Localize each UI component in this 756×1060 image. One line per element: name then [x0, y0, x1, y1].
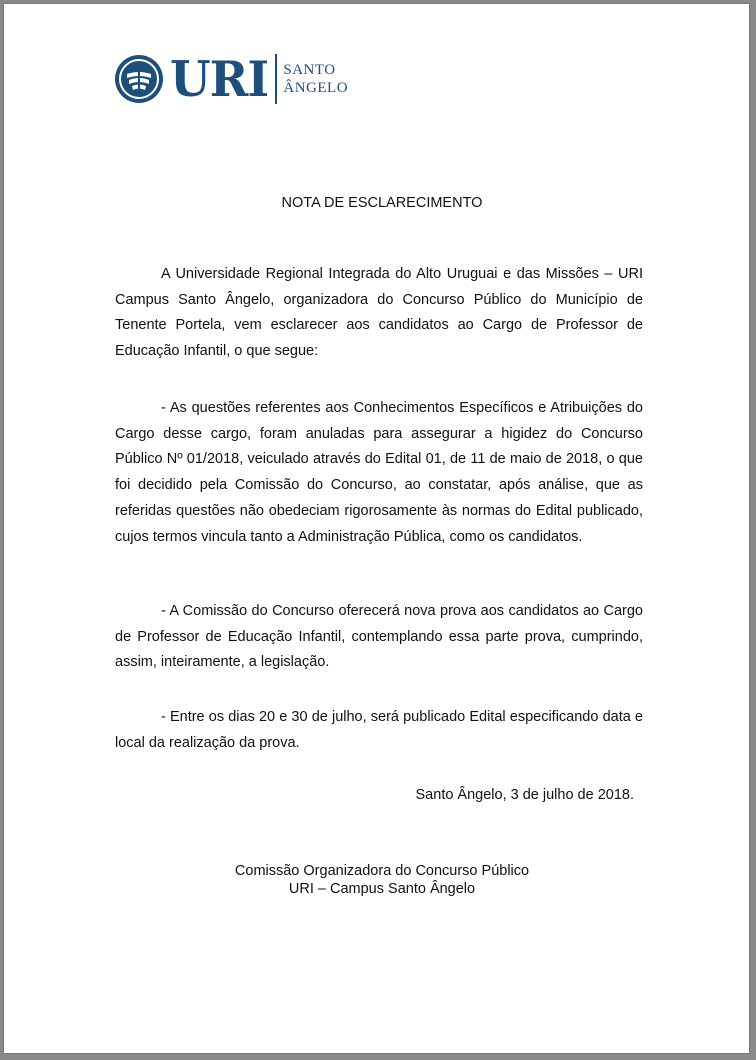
- logo-divider: [275, 54, 277, 104]
- document-title: NOTA DE ESCLARECIMENTO: [281, 195, 483, 211]
- uri-emblem-icon: [114, 54, 164, 104]
- logo-subtitle-line1: SANTO: [283, 62, 336, 78]
- paragraph-new-exam: - A Comissão do Concurso oferecerá nova prova aos candidatos ao Cargo de Professor de Educação Infantil, contemplando essa parte prova, cumprindo, assim, inteiramente, a legislação.: [115, 603, 643, 671]
- paragraph-intro: A Universidade Regional Integrada do Alto Uruguai e das Missões – URI Campus Santo Ângelo, organizadora do Concurso Público do Município de Tenente Portela, vem esclarecer aos candidatos ao Cargo de Professor de Educação Infantil, o que segue:: [115, 266, 643, 360]
- signature-block: [4, 862, 749, 898]
- date-line: Santo Ângelo, 3 de julho de 2018.: [415, 787, 634, 803]
- signature-line-2: URI – Campus Santo Ângelo: [288, 881, 476, 897]
- logo-subtitle: [283, 61, 348, 97]
- logo-subtitle-line2: ÂNGELO: [283, 80, 349, 96]
- document-page: [4, 4, 749, 1053]
- paragraph-schedule: - Entre os dias 20 e 30 de julho, será publicado Edital especificando data e local da realização da prova.: [115, 709, 643, 751]
- uri-logo: [114, 51, 348, 107]
- paragraph-annulment: - As questões referentes aos Conhecimentos Específicos e Atribuições do Cargo desse cargo, foram anuladas para assegurar a higidez do Concurso Público Nº 01/2018, veiculado através do Edital 01, de 11 de maio de 2018, o que foi decidido pela Comissão do Concurso, ao constatar, após análise, que as referidas questões não obedeciam rigorosamente às normas do Edital publicado, cujos termos vincula tanto a Administração Pública, como os candidatos.: [115, 400, 643, 545]
- logo-wordmark: URI: [170, 49, 269, 108]
- signature-line-1: Comissão Organizadora do Concurso Público: [234, 863, 530, 879]
